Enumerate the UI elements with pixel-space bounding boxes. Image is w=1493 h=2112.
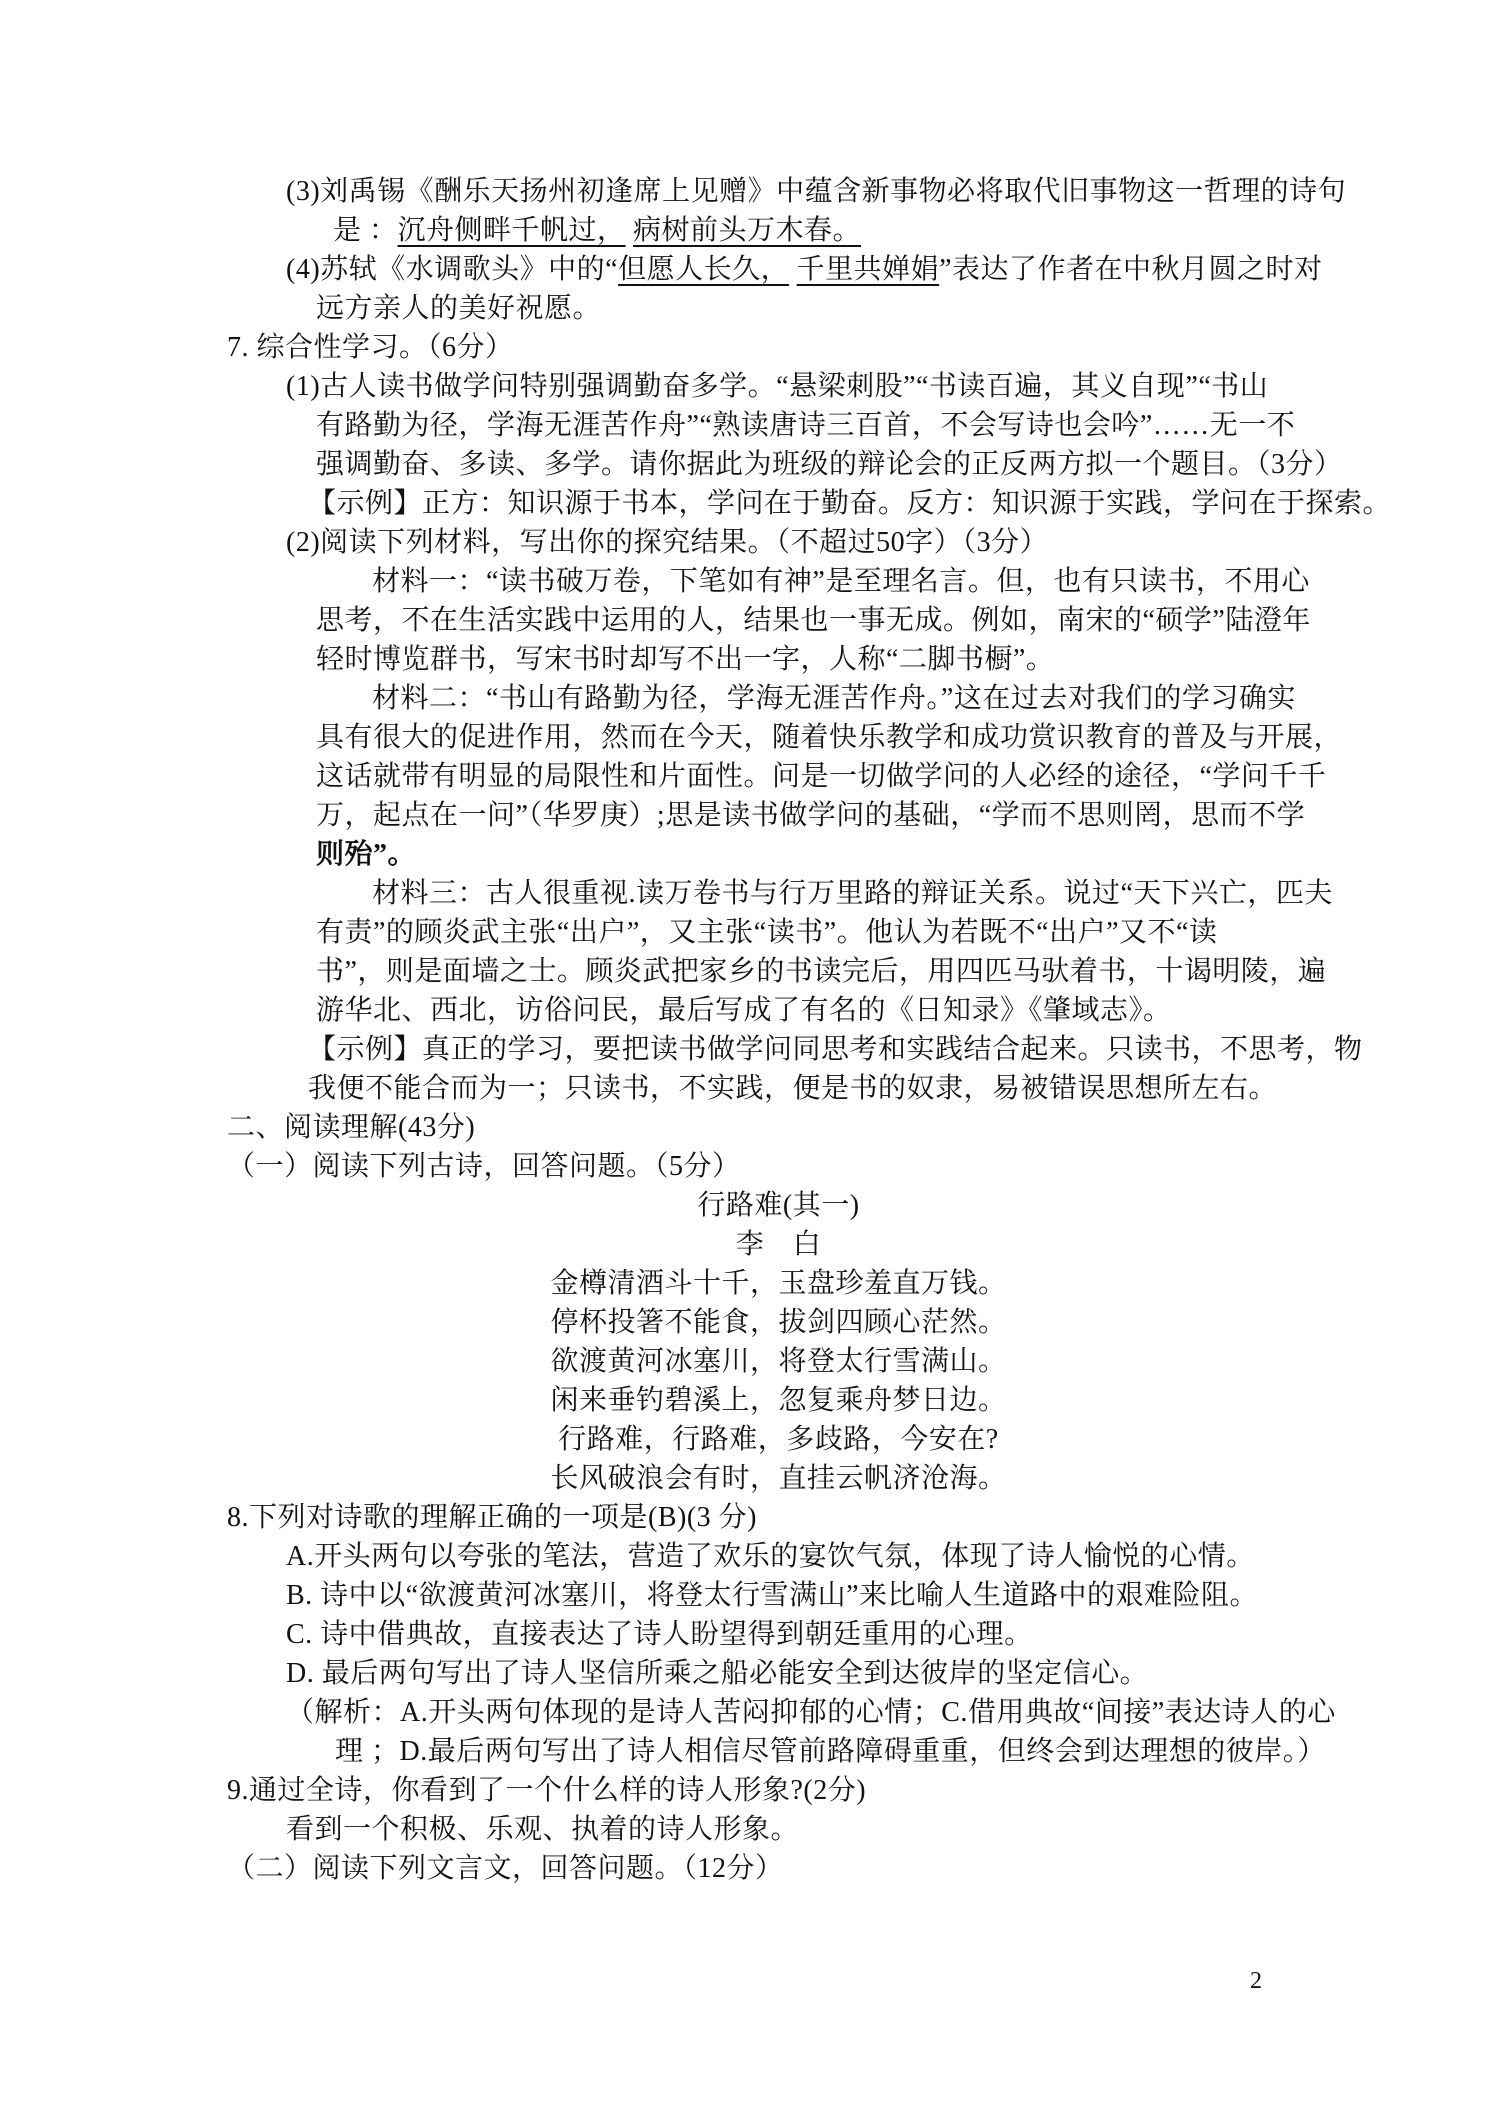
document-content xyxy=(0,172,1493,1888)
text-segment: 7. 综合性学习。（6分） xyxy=(227,332,514,363)
text-segment: 看到一个积极、乐观、执着的诗人形象。 xyxy=(286,1814,800,1845)
text-segment: 思考，不在生活实践中运用的人，结果也一事无成。例如，南宋的“硕学”陆澄年 xyxy=(316,605,1311,636)
text-segment: 9.通过全诗，你看到了一个什么样的诗人形象?(2分) xyxy=(227,1775,867,1806)
underlined-answer-text: 千里共婵娟 xyxy=(796,254,940,285)
question-9 xyxy=(0,1771,1493,1810)
q7-part2-example-line2 xyxy=(0,1069,1493,1108)
poem-line-3 xyxy=(0,1342,1330,1381)
poem-line-6 xyxy=(0,1459,1330,1498)
material3-line4 xyxy=(0,991,1493,1030)
part-2-heading xyxy=(0,1849,1493,1888)
q6-item3-answer xyxy=(0,211,1493,250)
text-segment: 行路难，行路难，多歧路，今安在? xyxy=(558,1424,999,1455)
question-7 xyxy=(0,328,1493,367)
underlined-answer-text: 病树前头万木春。 xyxy=(633,215,862,246)
text-segment: 轻时博览群书，写宋书时却写不出一字，人称“二脚书橱”。 xyxy=(316,644,1055,675)
text-segment: 材料一：“读书破万卷，下笔如有神”是至理名言。但，也有只读书，不用心 xyxy=(372,566,1310,597)
text-segment: 长风破浪会有时，直挂云帆济沧海。 xyxy=(550,1463,1007,1494)
text-segment: 行路难(其一) xyxy=(697,1190,860,1221)
q8-analysis-line2 xyxy=(0,1732,1493,1771)
q7-part2-example-line1 xyxy=(0,1030,1493,1069)
underlined-answer-text: 沉舟侧畔千帆过， xyxy=(397,215,626,246)
text-segment xyxy=(626,215,634,246)
text-segment: 是 ： xyxy=(333,215,398,246)
section-2-heading xyxy=(0,1108,1493,1147)
poem-author xyxy=(0,1225,1330,1264)
text-segment: 则殆”。 xyxy=(316,839,417,870)
text-segment xyxy=(789,254,797,285)
text-segment: 万，起点在一问”（华罗庚）;思是读书做学问的基础，“学而不思则罔，思而不学 xyxy=(316,800,1306,831)
text-segment: 远方亲人的美好祝愿。 xyxy=(316,293,602,324)
q6-item3-line1 xyxy=(0,172,1493,211)
text-segment: 书”，则是面墙之士。顾炎武把家乡的书读完后，用四匹马驮着书，十谒明陵，遍 xyxy=(316,956,1327,987)
text-segment: ”表达了作者在中秋月圆之时对 xyxy=(939,254,1323,285)
q8-option-b xyxy=(0,1576,1493,1615)
text-segment: (3)刘禹锡《酬乐天扬州初逢席上见赠》中蕴含新事物必将取代旧事物这一哲理的诗句 xyxy=(286,176,1347,207)
text-segment: 【示例】真正的学习，要把读书做学问同思考和实践结合起来。只读书，不思考，物 xyxy=(308,1034,1363,1065)
poem-line-1 xyxy=(0,1264,1330,1303)
material2-line1 xyxy=(0,679,1493,718)
text-segment: 欲渡黄河冰塞川，将登太行雪满山。 xyxy=(550,1346,1007,1377)
question-8 xyxy=(0,1498,1493,1537)
text-segment: A.开头两句以夸张的笔法，营造了欢乐的宴饮气氛，体现了诗人愉悦的心情。 xyxy=(286,1541,1255,1572)
text-segment: 具有很大的促进作用，然而在今天，随着快乐教学和成功赏识教育的普及与开展， xyxy=(316,722,1343,753)
part-1-heading xyxy=(0,1147,1493,1186)
text-segment: 李 白 xyxy=(735,1229,822,1260)
text-segment: B. 诗中以“欲渡黄河冰塞川，将登太行雪满山”来比喻人生道路中的艰难险阻。 xyxy=(286,1580,1259,1611)
text-segment: 强调勤奋、多读、多学。请你据此为班级的辩论会的正反两方拟一个题目。（3分） xyxy=(316,449,1343,480)
text-segment: （一）阅读下列古诗，回答问题。（5分） xyxy=(227,1151,741,1182)
text-segment: （二）阅读下列文言文，回答问题。（12分） xyxy=(227,1853,784,1884)
text-segment: 材料三：古人很重视.读万卷书与行万里路的辩证关系。说过“天下兴亡，匹夫 xyxy=(372,878,1333,909)
text-segment: 二、阅读理解(43分) xyxy=(227,1112,476,1143)
page-number: 2 xyxy=(1250,1968,1262,1994)
poem-line-4 xyxy=(0,1381,1330,1420)
q7-part2 xyxy=(0,523,1493,562)
text-segment: 有责”的顾炎武主张“出户”，又主张“读书”。他认为若既不“出户”又不“读 xyxy=(316,917,1218,948)
material1-line2 xyxy=(0,601,1493,640)
q8-option-c xyxy=(0,1615,1493,1654)
q8-option-a xyxy=(0,1537,1493,1576)
text-segment: 有路勤为径，学海无涯苦作舟”“熟读唐诗三百首，不会写诗也会吟”……无一不 xyxy=(316,410,1296,441)
text-segment: C. 诗中借典故，直接表达了诗人盼望得到朝廷重用的心理。 xyxy=(286,1619,1033,1650)
q7-part1-example xyxy=(0,484,1493,523)
q6-item4-line2 xyxy=(0,289,1493,328)
material1-line1 xyxy=(0,562,1493,601)
material2-line2 xyxy=(0,718,1493,757)
material2-line4 xyxy=(0,796,1493,835)
text-segment: （解析：A.开头两句体现的是诗人苦闷抑郁的心情；C.借用典故“间接”表达诗人的心 xyxy=(286,1697,1336,1728)
material2-line5 xyxy=(0,835,1493,874)
text-segment: 游华北、西北，访俗问民，最后写成了有名的《日知录》《肇域志》。 xyxy=(316,995,1172,1026)
text-segment: 停杯投箸不能食，拔剑四顾心茫然。 xyxy=(550,1307,1007,1338)
material3-line1 xyxy=(0,874,1493,913)
text-segment: 【示例】正方：知识源于书本，学问在于勤奋。反方：知识源于实践，学问在于探索。 xyxy=(308,488,1392,519)
text-segment: (2)阅读下列材料，写出你的探究结果。（不超过50字）（3分） xyxy=(286,527,1049,558)
text-segment: 8.下列对诗歌的理解正确的一项是(B)(3 分) xyxy=(227,1502,757,1533)
underlined-answer-text: 但愿人长久， xyxy=(618,254,790,285)
text-segment: 我便不能合而为一；只读书，不实践，便是书的奴隶，易被错误思想所左右。 xyxy=(308,1073,1278,1104)
text-segment: (1)古人读书做学问特别强调勤奋多学。“悬梁刺股”“书读百遍，其义自现”“书山 xyxy=(286,371,1269,402)
material3-line3 xyxy=(0,952,1493,991)
q6-item4-line1 xyxy=(0,250,1493,289)
text-segment: 材料二：“书山有路勤为径，学海无涯苦作舟。”这在过去对我们的学习确实 xyxy=(372,683,1296,714)
material1-line3 xyxy=(0,640,1493,679)
text-segment: (4)苏轼《水调歌头》中的“ xyxy=(286,254,619,285)
text-segment: 这话就带有明显的局限性和片面性。问是一切做学问的人必经的途径，“学问千千 xyxy=(316,761,1327,792)
text-segment: 金樽清酒斗十千，玉盘珍羞直万钱。 xyxy=(550,1268,1007,1299)
poem-title xyxy=(0,1186,1330,1225)
q7-part1-line1 xyxy=(0,367,1493,406)
text-segment: D. 最后两句写出了诗人坚信所乘之船必能安全到达彼岸的坚定信心。 xyxy=(286,1658,1149,1689)
q7-part1-line2 xyxy=(0,406,1493,445)
text-segment: 理 ；D.最后两句写出了诗人相信尽管前路障碍重重，但终会到达理想的彼岸。） xyxy=(335,1736,1326,1767)
material2-line3 xyxy=(0,757,1493,796)
q7-part1-line3 xyxy=(0,445,1493,484)
q8-analysis-line1 xyxy=(0,1693,1493,1732)
q8-option-d xyxy=(0,1654,1493,1693)
text-segment: 闲来垂钓碧溪上，忽复乘舟梦日边。 xyxy=(550,1385,1007,1416)
poem-line-2 xyxy=(0,1303,1330,1342)
poem-line-5 xyxy=(0,1420,1330,1459)
material3-line2 xyxy=(0,913,1493,952)
q9-answer xyxy=(0,1810,1493,1849)
